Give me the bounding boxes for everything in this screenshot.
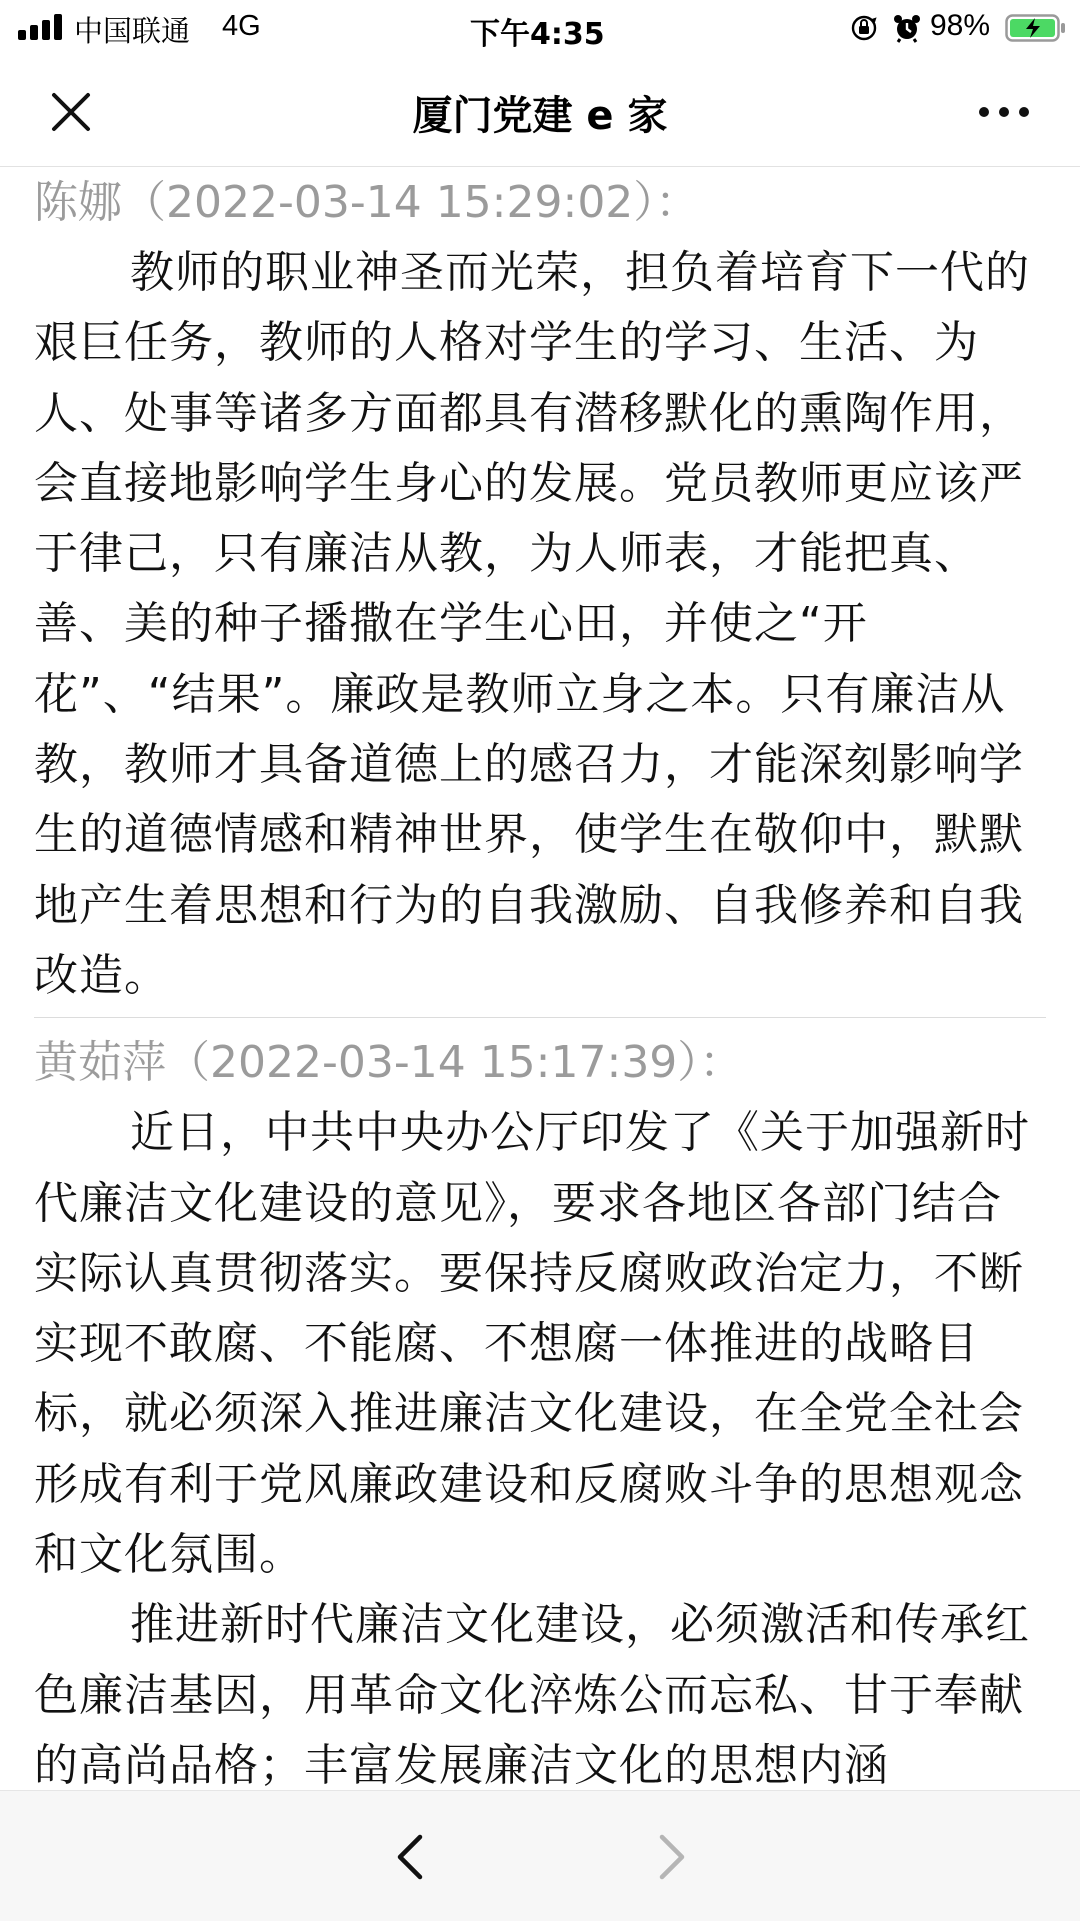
- back-arrow-icon[interactable]: [390, 1831, 430, 1883]
- forward-arrow-icon[interactable]: [652, 1831, 692, 1883]
- comment-paragraph: 教师的职业神圣而光荣，担负着培育下一代的艰巨任务，教师的人格对学生的学习、生活、为人、处事等诸多方面都具有潜移默化的熏陶作用，会直接地影响学生身心的发展。党员教师更应该严于律己，只有廉洁从教，为人师表，才能把真、善、美的种子播撒在学生心田，并使之“开花”、“结果”。廉政是教师立身之本。只有廉洁从教，教师才具备道德上的感召力，才能深刻影响学生的道德情感和精神世界，使学生在敬仰中，默默地产生着思想和行为的自我激励、自我修养和自我改造。: [34, 247, 1030, 1001]
- carrier-name: 中国联通: [74, 14, 191, 48]
- orientation-lock-icon: [850, 14, 878, 42]
- comment-paragraph: 近日，中共中央办公厅印发了《关于加强新时代廉洁文化建设的意见》，要求各地区各部门结合实际认真贯彻落实。要保持反腐败政治定力，不断实现不敢腐、不能腐、不想腐一体推进的战略目标，就必须深入推进廉洁文化建设，在全党全社会形成有利于党风廉政建设和反腐败斗争的思想观念和文化氛围。: [34, 1107, 1030, 1581]
- comment-item: [0, 168, 1080, 1011]
- comment-author-time: 黄茹萍（2022-03-14 15:17:39）：: [34, 1037, 744, 1089]
- battery-charging-icon: [1005, 14, 1067, 42]
- comment-paragraph: 推进新时代廉洁文化建设，必须激活和传承红色廉洁基因，用革命文化淬炼公而忘私、甘于奉献的高尚品格；丰富发展廉洁文化的思想内涵: [34, 1599, 1030, 1790]
- battery-percentage: 98%: [930, 9, 991, 42]
- comment-divider: [34, 1017, 1046, 1018]
- signal-icon: [18, 14, 64, 40]
- navigation-bar: [0, 56, 1080, 167]
- more-icon[interactable]: [976, 100, 1032, 124]
- status-time: 下午4:35: [470, 17, 605, 52]
- comment-item: [0, 1028, 1080, 1790]
- browser-toolbar: [0, 1790, 1080, 1921]
- status-bar: [0, 0, 1080, 56]
- page-title: 厦门党建 e 家: [412, 93, 668, 139]
- alarm-icon: [892, 13, 922, 43]
- comment-author-time: 陈娜（2022-03-14 15:29:02）：: [34, 177, 700, 228]
- network-type: 4G: [222, 10, 261, 42]
- comment-list: [0, 168, 1080, 1790]
